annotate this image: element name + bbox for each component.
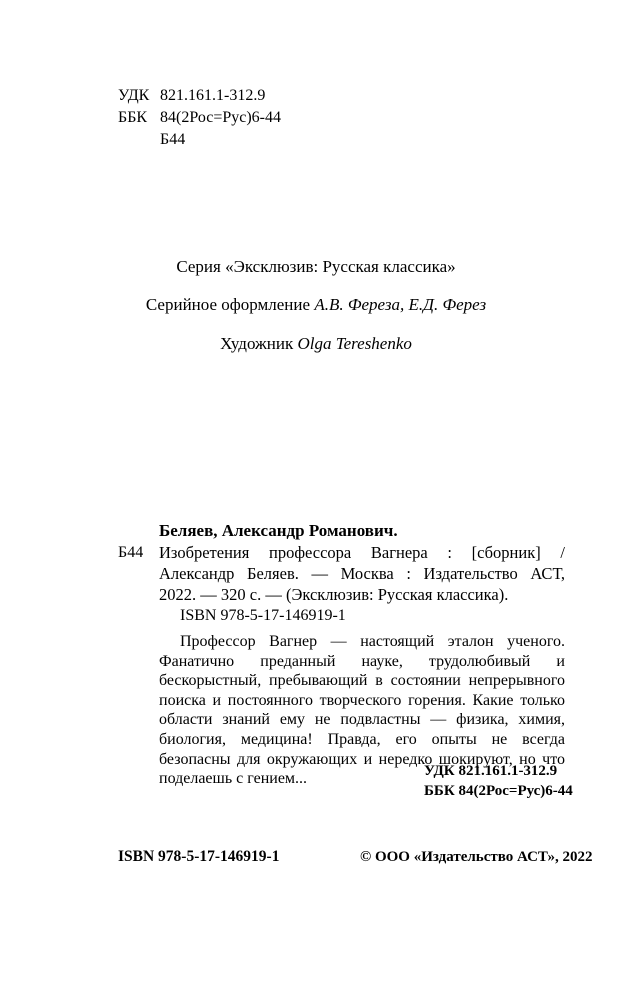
author-sign-top: Б44 <box>160 131 186 148</box>
catalog-isbn: ISBN 978-5-17-146919-1 <box>180 607 346 624</box>
artist-line <box>0 333 632 354</box>
artist-label: Художник <box>220 334 294 353</box>
artist-name: Olga Tereshenko <box>297 334 412 353</box>
bbk-value: 84(2Рос=Рус)6-44 <box>160 109 282 126</box>
footer-copyright: © ООО «Издательство АСТ», 2022 <box>360 849 593 865</box>
catalog-title-line: Изобретения профессора Вагнера : [сборник] / <box>159 543 565 562</box>
footer-isbn: ISBN 978-5-17-146919-1 <box>118 848 280 865</box>
series-line: Серия «Эксклюзив: Русская классика» <box>176 257 456 276</box>
catalog-year-line: 2022. — 320 с. — (Эксклюзив: Русская классика). <box>159 585 509 604</box>
book-description: Профессор Вагнер — настоящий эталон ученого. Фанатично преданный науке, трудолюбивый и бескорыстный, пребывающий в состоянии непрерывного поиска и постоянного творческого горения. Какие только области знаний ему не подвластны — физика, химия, биология, медицина! Правда, его опыты не всегда безопасны для окружающих и нередко шокируют, но что поделаешь с гением... <box>159 633 565 788</box>
catalog-bbk: ББК 84(2Рос=Рус)6-44 <box>424 783 573 799</box>
author-heading: Беляев, Александр Романович. <box>159 521 398 540</box>
udk-value: 821.161.1-312.9 <box>160 87 266 104</box>
author-sign: Б44 <box>118 544 144 561</box>
udk-label: УДК <box>118 87 150 104</box>
design-names: А.В. Фереза, Е.Д. Ферез <box>314 295 487 314</box>
design-line <box>0 294 632 315</box>
design-label: Серийное оформление <box>145 295 311 314</box>
catalog-udk: УДК 821.161.1-312.9 <box>424 763 558 779</box>
catalog-publisher-line: Александр Беляев. — Москва : Издательство АСТ, <box>159 564 565 583</box>
bbk-label: ББК <box>118 109 148 126</box>
